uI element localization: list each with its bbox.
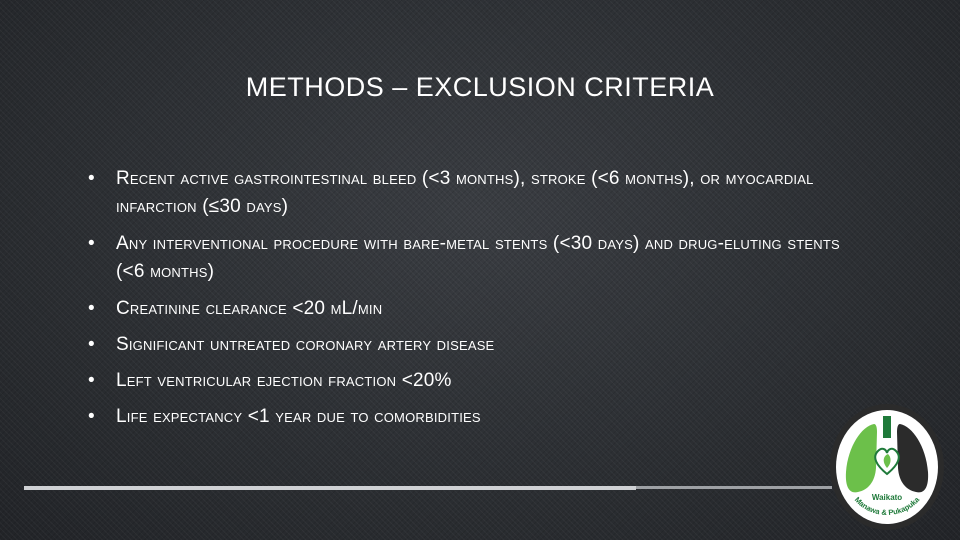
criterion-item: • Creatinine clearance <20 mL/min [88,295,848,323]
exclusion-criteria-list [88,165,848,431]
footer-divider-thin [636,486,832,489]
slide-title: METHODS – EXCLUSION CRITERIA [245,72,715,102]
trachea-shape [883,416,891,438]
logo-text-line2: Manawa & Pukapuka [852,495,922,518]
criterion-item: • Significant untreated coronary artery disease [88,331,848,359]
waikato-heart-lung-logo [828,402,946,532]
criterion-item: • Left ventricular ejection fraction <20% [88,367,848,395]
criterion-item: • Recent active gastrointestinal bleed (<3 months), stroke (<6 months), or myocardial infarction (≤30 days) [88,165,848,221]
footer-divider [24,486,636,490]
criterion-item: • Any interventional procedure with bare-metal stents (<30 days) and drug-eluting stents (<6 months) [88,230,848,286]
criterion-item: • Life expectancy <1 year due to comorbidities [88,403,848,431]
logo-text-line1: Waikato [871,493,903,502]
